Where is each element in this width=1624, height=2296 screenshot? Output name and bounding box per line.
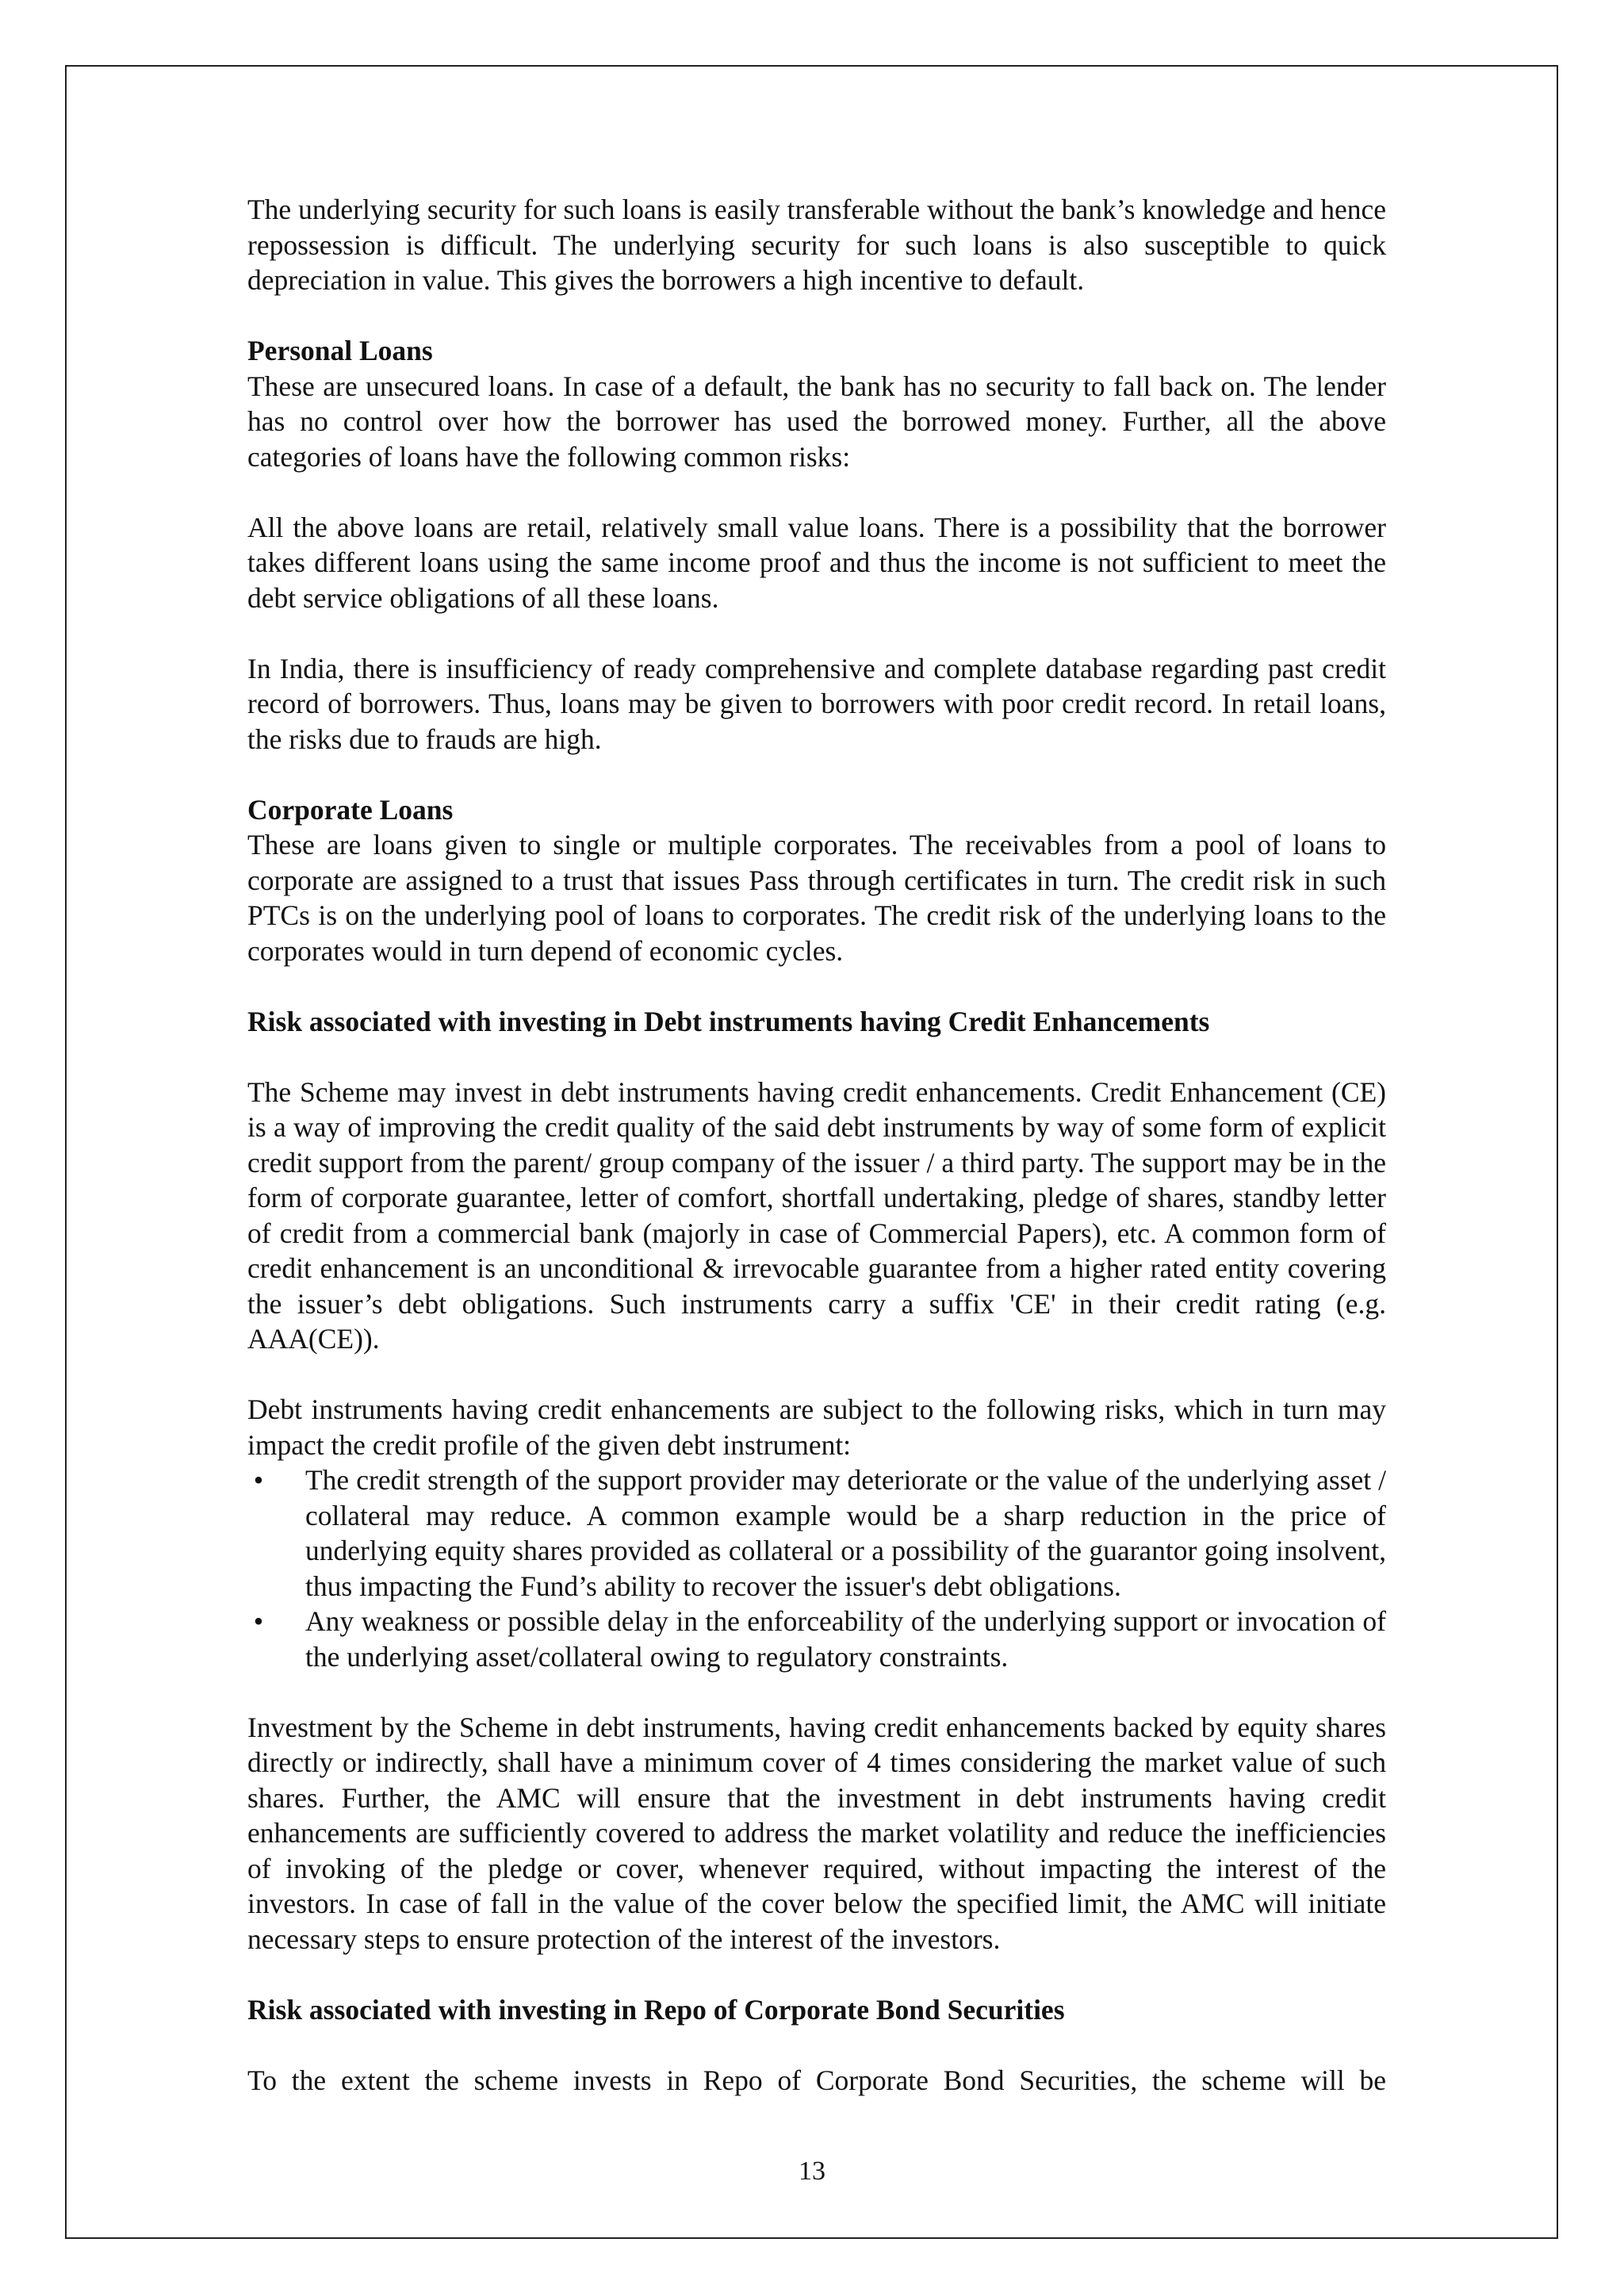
ce-risks-list [247,1462,1386,1674]
repo-heading: Risk associated with investing in Repo of Corporate Bond Securities [247,1993,1065,2026]
repo-paragraph: To the extent the scheme invests in Repo of Corporate Bond Securities, the scheme will be [247,2064,1386,2096]
intro-paragraph: The underlying security for such loans is easily transferable without the bank’s knowledge and hence repossession is difficult. The underlying security for such loans is also susceptible to quick depreciation in value. This gives the borrowers a high incentive to default. [247,194,1386,296]
bullet-icon: • [253,1605,264,1637]
corporate-loans-paragraph: These are loans given to single or multiple corporates. The receivables from a pool of loans to corporate are assigned to a trust that issues Pass through certificates in turn. The credit risk in such PTCs is on the underlying pool of loans to corporates. The credit risk of the underlying loans to the corporates would in turn depend of economic cycles. [247,829,1386,967]
list-item-text: The credit strength of the support provider may deteriorate or the value of the underlying asset / collateral may reduce. A common example would be a sharp reduction in the price of underlying equity shares provided as collateral or a possibility of the guarantor going insolvent, thus impacting the Fund’s ability to recover the issuer's debt obligations. [305,1464,1386,1602]
corporate-loans-heading: Corporate Loans [247,793,454,826]
retail-loans-paragraph: All the above loans are retail, relatively small value loans. There is a possibility that the borrower takes different loans using the same income proof and thus the income is not sufficient to meet the debt service obligations of all these loans. [247,511,1386,614]
document-body [247,192,1386,2098]
list-item [247,1604,1386,1674]
personal-loans-paragraph: These are unsecured loans. In case of a default, the bank has no security to fall back on. The lender has no control over how the borrower has used the borrowed money. Further, all the above categories of loans have the following common risks: [247,370,1386,473]
list-item-text: Any weakness or possible delay in the enforceability of the underlying support or invocation of the underlying asset/collateral owing to regulatory constraints. [305,1605,1386,1673]
india-database-paragraph: In India, there is insufficiency of ready comprehensive and complete database regarding past credit record of borrowers. Thus, loans may be given to borrowers with poor credit record. In retail loans, the risks due to frauds are high. [247,652,1386,755]
page-number: 13 [799,2156,825,2186]
list-item [247,1462,1386,1604]
personal-loans-heading: Personal Loans [247,335,433,366]
ce-investment-paragraph: Investment by the Scheme in debt instruments, having credit enhancements backed by equity shares directly or indirectly, shall have a minimum cover of 4 times considering the market value of such shares. Further, the AMC will ensure that the investment in debt instruments having credit enhancements are sufficiently covered to address the market volatility and reduce the inefficiencies of invoking of the pledge or cover, whenever required, without impacting the interest of the investors. In case of fall in the value of the cover below the specified limit, the AMC will initiate necessary steps to ensure protection of the interest of the investors. [247,1711,1386,1955]
credit-enhancement-heading: Risk associated with investing in Debt instruments having Credit Enhancements [247,1005,1210,1037]
credit-enhancement-paragraph: The Scheme may invest in debt instruments having credit enhancements. Credit Enhancement (CE) is a way of improving the credit quality of the said debt instruments by way of some form of explicit credit support from the parent/ group company of the issuer / a third party. The support may be in the form of corporate guarantee, letter of comfort, shortfall undertaking, pledge of shares, standby letter of credit from a commercial bank (majorly in case of Commercial Papers), etc. A common form of credit enhancement is an unconditional & irrevocable guarantee from a higher rated entity covering the issuer’s debt obligations. Such instruments carry a suffix 'CE' in their credit rating (e.g. AAA(CE)). [247,1075,1386,1355]
bullet-icon: • [253,1464,264,1496]
ce-risks-intro: Debt instruments having credit enhancements are subject to the following risks, which in turn may impact the credit profile of the given debt instrument: [247,1393,1386,1461]
